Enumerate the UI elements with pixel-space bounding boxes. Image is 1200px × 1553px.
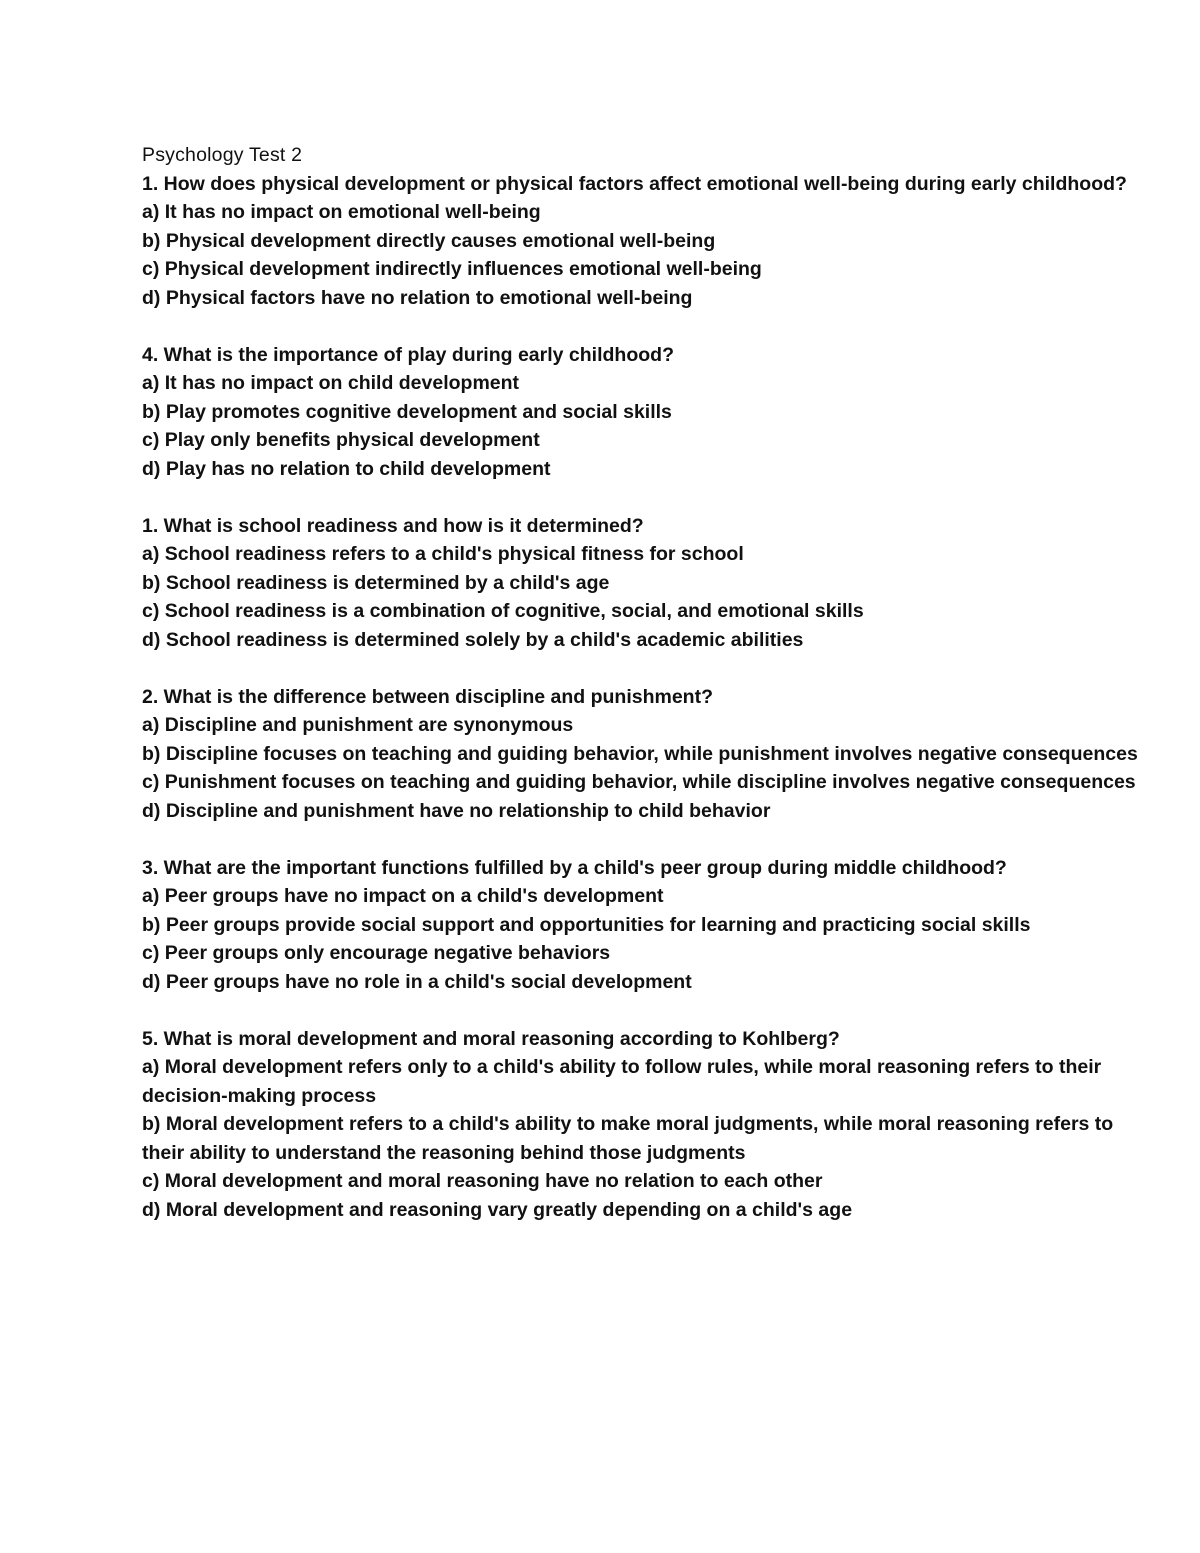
answer-option: b) Moral development refers to a child's ability to make moral judgments, while moral reasoning refers to their ability to understand the reasoning behind those judgments xyxy=(142,1113,1114,1164)
answer-option: a) School readiness refers to a child's physical fitness for school xyxy=(142,543,744,565)
answer-option: d) School readiness is determined solely by a child's academic abilities xyxy=(142,628,804,651)
answer-option: a) Discipline and punishment are synonymous xyxy=(142,714,574,736)
question-text: 2. What is the difference between discipline and punishment? xyxy=(142,685,714,708)
question-block xyxy=(142,341,1142,484)
answer-option: c) Play only benefits physical development xyxy=(142,429,540,451)
answer-option: b) School readiness is determined by a child's age xyxy=(142,571,610,594)
answer-option: b) Physical development directly causes emotional well-being xyxy=(142,229,716,252)
question-text: 1. How does physical development or physical factors affect emotional well-being during early childhood? xyxy=(142,172,1127,195)
answer-option: c) Physical development indirectly influences emotional well-being xyxy=(142,258,762,280)
document-title: Psychology Test 2 xyxy=(142,144,303,166)
answer-option: c) Moral development and moral reasoning have no relation to each other xyxy=(142,1170,823,1192)
answer-option: d) Discipline and punishment have no relationship to child behavior xyxy=(142,799,771,822)
answer-option: a) It has no impact on emotional well-being xyxy=(142,201,541,223)
answer-option: c) School readiness is a combination of cognitive, social, and emotional skills xyxy=(142,600,864,622)
question-text: 1. What is school readiness and how is it determined? xyxy=(142,514,644,537)
answer-option: d) Peer groups have no role in a child's social development xyxy=(142,970,692,993)
question-text: 4. What is the importance of play during early childhood? xyxy=(142,343,674,366)
answer-option: a) It has no impact on child development xyxy=(142,372,520,394)
answer-option: b) Play promotes cognitive development and social skills xyxy=(142,400,672,423)
question-block xyxy=(142,854,1142,997)
answer-option: d) Play has no relation to child development xyxy=(142,457,551,480)
answer-option: d) Moral development and reasoning vary greatly depending on a child's age xyxy=(142,1198,853,1221)
question-text: 5. What is moral development and moral reasoning according to Kohlberg? xyxy=(142,1027,840,1050)
answer-option: c) Peer groups only encourage negative behaviors xyxy=(142,942,611,964)
answer-option: c) Punishment focuses on teaching and guiding behavior, while discipline involves negative consequences xyxy=(142,771,1136,793)
question-block xyxy=(142,512,1142,655)
question-block xyxy=(142,1025,1142,1225)
question-block xyxy=(142,683,1142,826)
question-text: 3. What are the important functions fulfilled by a child's peer group during middle childhood? xyxy=(142,856,1007,879)
answer-option: a) Peer groups have no impact on a child's development xyxy=(142,885,664,907)
answer-option: d) Physical factors have no relation to emotional well-being xyxy=(142,286,693,309)
answer-option: b) Discipline focuses on teaching and guiding behavior, while punishment involves negative consequences xyxy=(142,742,1138,765)
document-page xyxy=(142,141,1142,1224)
answer-option: b) Peer groups provide social support and opportunities for learning and practicing social skills xyxy=(142,913,1031,936)
answer-option: a) Moral development refers only to a child's ability to follow rules, while moral reasoning refers to their decision-making process xyxy=(142,1056,1102,1107)
question-block xyxy=(142,170,1142,313)
